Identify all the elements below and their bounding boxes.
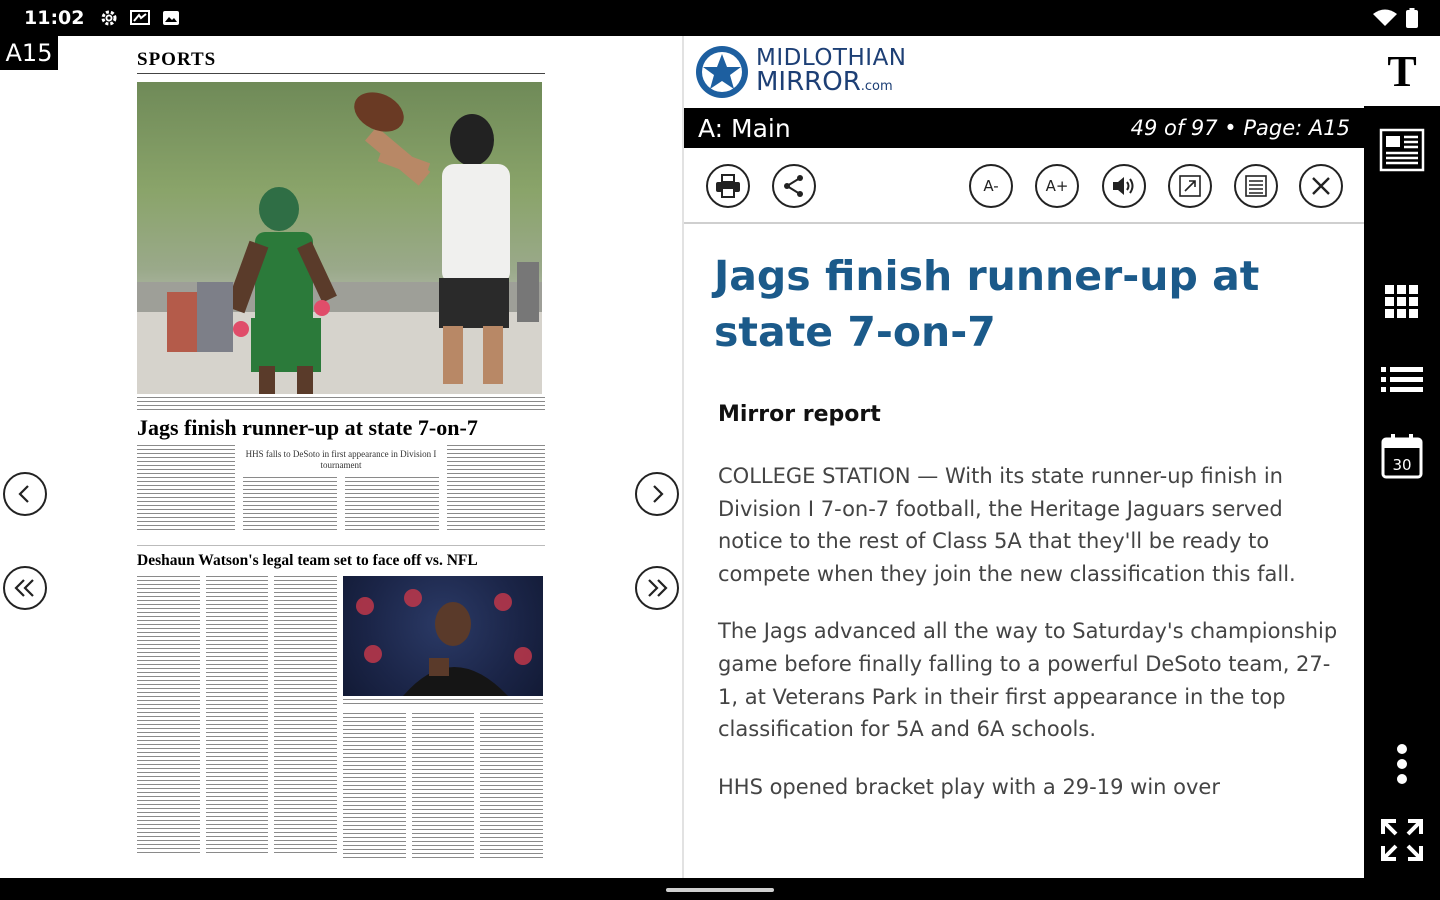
image-icon <box>162 9 180 27</box>
text-column <box>480 713 543 858</box>
expand-page-icon <box>1179 175 1201 197</box>
text-column <box>274 576 337 856</box>
publication-logo <box>694 40 914 104</box>
text-column-center <box>243 445 439 535</box>
text-column <box>137 445 235 533</box>
newspaper-headline: Jags finish runner-up at state 7-on-7 <box>137 415 478 440</box>
press-conference-illustration <box>343 576 543 696</box>
text-column <box>243 477 337 533</box>
text-column <box>343 713 406 858</box>
newspaper-lower-story <box>137 576 545 858</box>
newspaper-subhead: HHS falls to DeSoto in first appearance in Division I tournament <box>245 449 437 470</box>
article-icon <box>1245 175 1267 197</box>
print-button[interactable] <box>706 164 750 208</box>
page-number-badge: A15 <box>0 36 58 70</box>
previous-page-button[interactable] <box>3 472 47 516</box>
photo-caption <box>343 699 543 707</box>
status-system-icons <box>1372 8 1418 28</box>
next-page-button[interactable] <box>635 472 679 516</box>
print-icon <box>715 174 741 198</box>
article-paragraph: The Jags advanced all the way to Saturday's championship game before finally falling to a powerful DeSoto team, 27-1, at Veterans Park in their first appearance in the top classification for 5A and 6A schools. <box>718 619 1338 742</box>
open-page-view-button[interactable] <box>1168 164 1212 208</box>
page-view-button[interactable] <box>1376 124 1428 176</box>
share-button[interactable] <box>772 164 816 208</box>
list-view-button[interactable] <box>1376 354 1428 406</box>
right-rail <box>1364 36 1440 878</box>
chevron-left-icon <box>15 484 35 504</box>
article-pane <box>684 36 1364 878</box>
status-bar <box>0 0 1440 36</box>
text-view-button[interactable]: T <box>1364 36 1440 106</box>
fullscreen-icon <box>1380 818 1424 862</box>
grid-icon <box>1384 284 1420 320</box>
photo-caption <box>137 397 545 411</box>
calendar-day: 30 <box>1392 456 1412 474</box>
newspaper-divider <box>137 545 545 546</box>
double-chevron-left-icon <box>13 578 37 598</box>
decrease-font-button[interactable]: A- <box>969 164 1013 208</box>
share-icon <box>782 174 806 198</box>
logo-name-line1: MIDLOTHIAN <box>756 44 907 71</box>
star-logo-icon <box>694 44 750 100</box>
article-list-button[interactable] <box>1234 164 1278 208</box>
newspaper-page-thumbnail[interactable] <box>137 44 545 870</box>
article-toolbar <box>684 148 1364 224</box>
text-column <box>206 576 269 856</box>
close-article-button[interactable] <box>1299 164 1343 208</box>
newspaper-headline-2: Deshaun Watson's legal team set to face off vs. NFL <box>137 552 478 569</box>
section-header-bar <box>684 108 1364 148</box>
calendar-icon <box>1381 433 1423 479</box>
text-column <box>412 713 475 858</box>
lower-text-columns <box>137 576 337 858</box>
article-body <box>718 460 1340 828</box>
status-notification-icons <box>100 9 180 27</box>
newspaper-section-label: SPORTS <box>137 49 217 70</box>
section-name: A: Main <box>698 113 791 143</box>
newspaper-icon <box>1379 127 1425 173</box>
cast-icon <box>130 9 150 27</box>
text-column <box>345 477 439 533</box>
fullscreen-button[interactable] <box>1376 814 1428 866</box>
gear-icon <box>100 9 118 27</box>
last-page-button[interactable] <box>635 566 679 610</box>
double-chevron-right-icon <box>645 578 669 598</box>
football-players-illustration <box>137 82 542 394</box>
more-vertical-icon <box>1396 744 1408 784</box>
increase-font-button[interactable]: A+ <box>1035 164 1079 208</box>
list-icon <box>1381 366 1423 394</box>
speaker-icon <box>1111 175 1137 197</box>
newspaper-masthead <box>137 44 545 74</box>
press-conference-photo[interactable] <box>343 576 543 696</box>
article-paragraph: HHS opened bracket play with a 29-19 win over <box>718 774 1220 799</box>
wifi-icon <box>1372 9 1398 27</box>
logo-suffix: .com <box>860 78 893 94</box>
article-byline: Mirror report <box>718 402 881 427</box>
article-title: Jags finish runner-up at state 7-on-7 <box>714 252 1260 356</box>
grid-view-button[interactable] <box>1376 276 1428 328</box>
first-page-button[interactable] <box>3 566 47 610</box>
text-column <box>447 445 545 533</box>
article-page-info: 49 of 97 • Page: A15 <box>1130 116 1350 140</box>
calendar-button[interactable] <box>1376 430 1428 482</box>
lower-right-block <box>343 576 543 858</box>
text-column <box>137 576 200 856</box>
newspaper-article-columns <box>137 445 545 535</box>
more-options-button[interactable] <box>1376 738 1428 790</box>
article-paragraph: COLLEGE STATION — With its state runner-up finish in Division I 7-on-7 football, the Heritage Jaguars served notice to the rest of Class 5A that they'll be ready to compete when they join the new classification this fall. <box>718 464 1296 586</box>
battery-icon <box>1406 8 1418 28</box>
status-time: 11:02 <box>24 7 85 29</box>
logo-name-line2: MIRROR <box>756 66 861 97</box>
read-aloud-button[interactable] <box>1102 164 1146 208</box>
close-icon <box>1311 176 1331 196</box>
page-reader <box>0 36 683 878</box>
chevron-right-icon <box>647 484 667 504</box>
football-photo[interactable] <box>137 82 542 394</box>
home-gesture-handle[interactable] <box>666 888 774 892</box>
system-navigation-bar <box>0 878 1440 900</box>
